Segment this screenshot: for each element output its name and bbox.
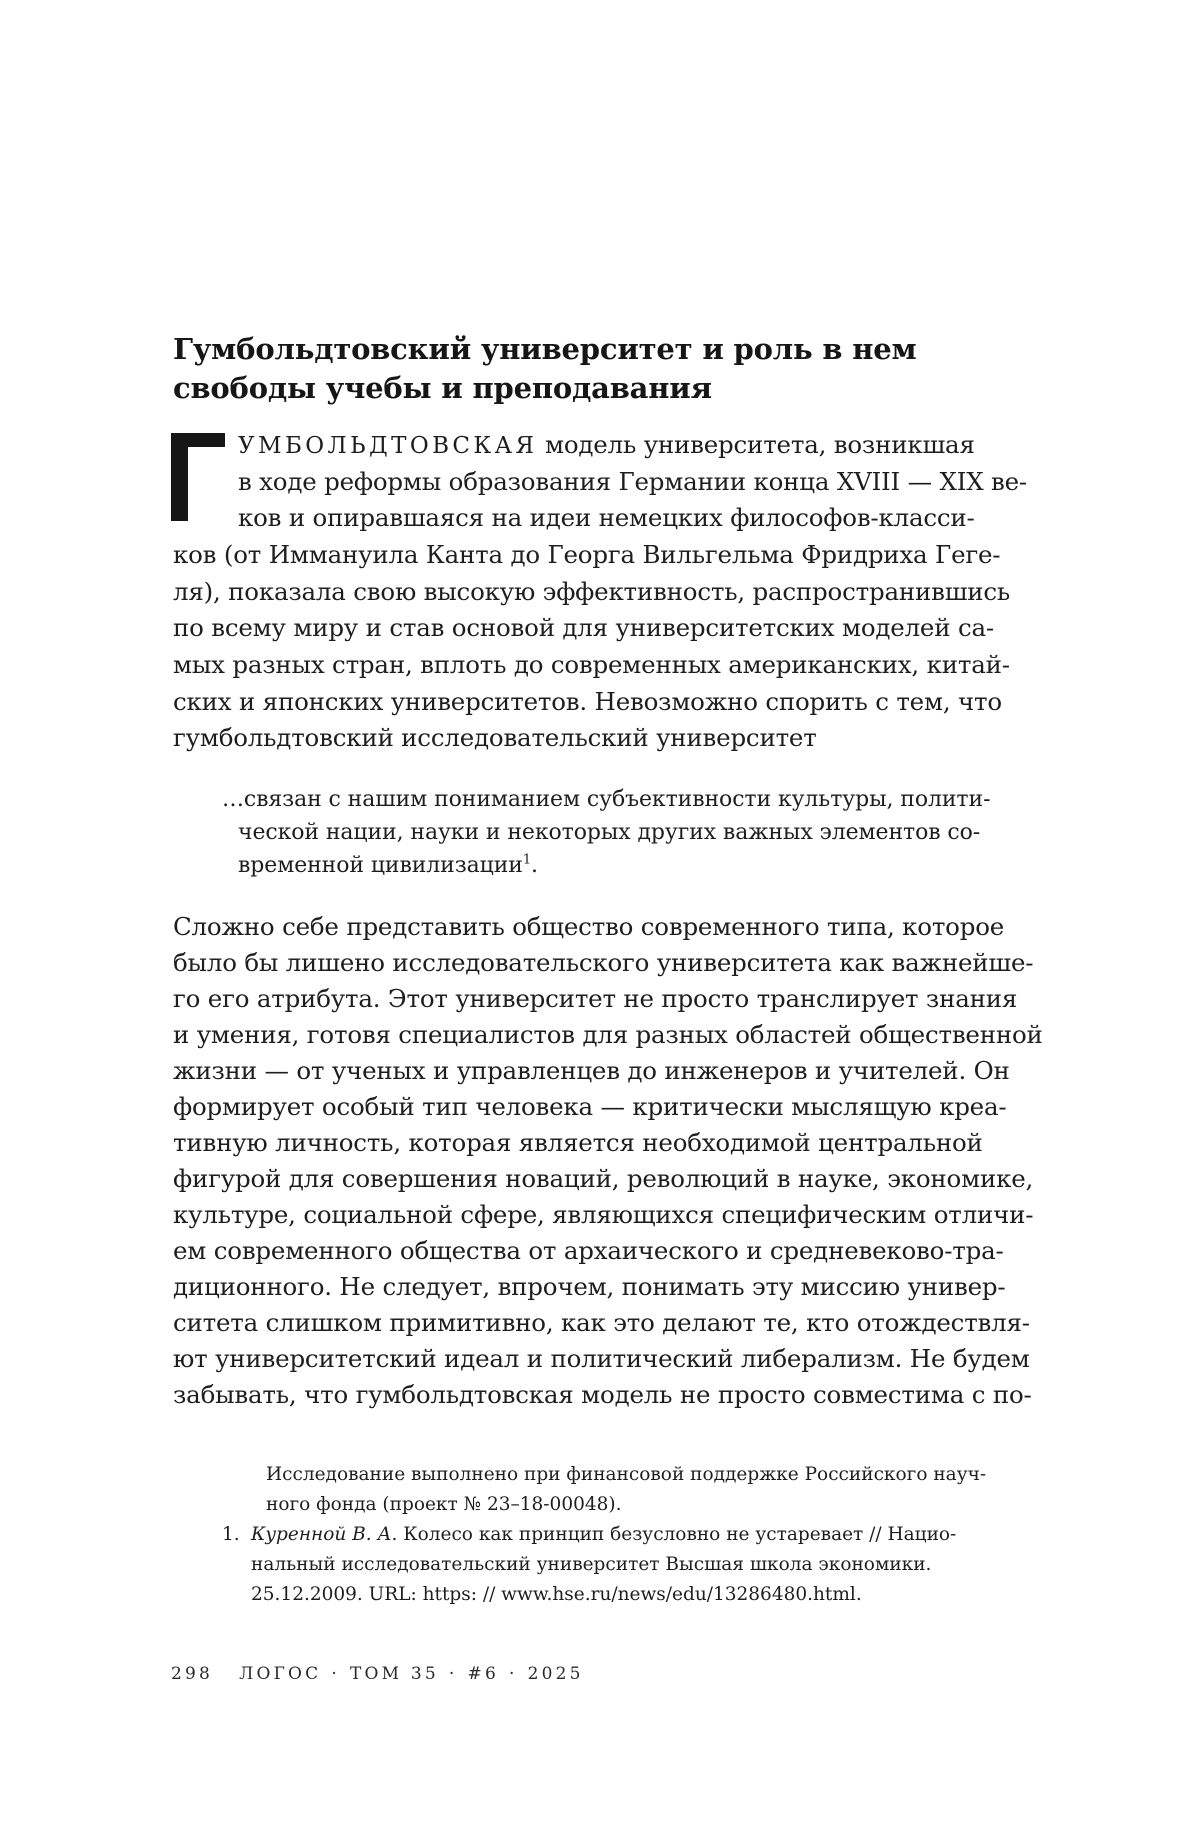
folio-separator-3: · — [509, 1664, 518, 1684]
footnote-1-line-2: нальный исследовательский университет Высшая школа экономики. — [251, 1554, 932, 1575]
footnote-reference[interactable]: 1 — [522, 852, 532, 868]
journal-volume: ТОМ 35 — [350, 1664, 439, 1684]
body-line-8: фигурой для совершения новаций, революций в науке, экономике, — [173, 1164, 1034, 1193]
quote-line-3 — [238, 853, 538, 878]
journal-issue: #6 — [467, 1664, 499, 1684]
body-line-2: было бы лишено исследовательского университета как важнейше- — [173, 948, 1034, 977]
journal-year: 2025 — [527, 1664, 584, 1684]
body-line-7: тивную личность, которая является необходимой центральной — [173, 1128, 983, 1157]
body-line-3: го его атрибута. Этот университет не просто транслирует знания — [173, 984, 1018, 1013]
footnote-1-line-1 — [251, 1524, 956, 1545]
intro-line-4: ков (от Иммануила Канта до Георга Вильгельма Фридриха Геге- — [173, 540, 1001, 569]
page-number: 298 — [171, 1664, 214, 1684]
quote-line-1: …связан с нашим пониманием субъективности культуры, полити- — [222, 787, 991, 812]
journal-name: ЛОГОС — [239, 1664, 322, 1684]
heading-line-1: Гумбольдтовский университет и роль в нем — [173, 332, 917, 366]
intro-line-9: гумбольдтовский исследовательский университет — [173, 723, 817, 752]
quote-line-2: ческой нации, науки и некоторых других важных элементов со- — [238, 820, 981, 845]
body-line-12: ситета слишком примитивно, как это делают те, кто отождествля- — [173, 1308, 1030, 1337]
page-folio — [171, 1664, 584, 1684]
intro-line-2: в ходе реформы образования Германии конца XVIII — XIX ве- — [238, 467, 1028, 496]
intro-line-8: ских и японских университетов. Невозможно спорить с тем, что — [173, 687, 1002, 716]
intro-line-6: по всему миру и став основой для университетских моделей са- — [173, 613, 994, 642]
intro-line-1 — [238, 430, 975, 459]
section-heading — [173, 330, 1033, 408]
heading-line-2: свободы учебы и преподавания — [173, 371, 712, 405]
intro-caps-word: УМБОЛЬДТОВСКАЯ — [238, 433, 538, 459]
intro-line-3: ков и опиравшаяся на идеи немецких философов-класси- — [238, 503, 975, 532]
intro-line-1-rest: модель университета, возникшая — [537, 430, 975, 459]
body-line-5: жизни — от ученых и управленцев до инженеров и учителей. Он — [173, 1056, 1010, 1085]
body-line-6: формирует особый тип человека — критически мыслящую креа- — [173, 1092, 1007, 1121]
body-line-1: Сложно себе представить общество современного типа, которое — [173, 912, 1005, 941]
funding-note-line-1: Исследование выполнено при финансовой поддержке Российского науч- — [266, 1464, 987, 1485]
intro-line-7: мых разных стран, вплоть до современных американских, китай- — [173, 650, 1010, 679]
body-line-11: диционного. Не следует, впрочем, понимать эту миссию универ- — [173, 1272, 1006, 1301]
intro-line-5: ля), показала свою высокую эффективность, распространившись — [173, 577, 1011, 606]
body-line-14: забывать, что гумбольдтовская модель не просто совместима с по- — [173, 1380, 1032, 1409]
body-line-4: и умения, готовя специалистов для разных областей общественной — [173, 1020, 1043, 1049]
funding-note-line-2: ного фонда (проект № 23–18-00048). — [266, 1494, 622, 1515]
quote-end-punctuation: . — [531, 853, 538, 878]
body-line-9: культуре, социальной сфере, являющихся специфическим отличи- — [173, 1200, 1034, 1229]
quote-line-3-text: временной цивилизации — [238, 853, 523, 878]
body-line-13: ют университетский идеал и политический либерализм. Не будем — [173, 1344, 1030, 1373]
footnote-1-line-3[interactable]: 25.12.2009. URL: https: // www.hse.ru/news/edu/13286480.html. — [251, 1584, 862, 1605]
footnote-1-author: Куренной В. А. — [251, 1524, 398, 1545]
folio-separator-2: · — [448, 1664, 458, 1684]
drop-cap — [171, 433, 225, 521]
folio-separator-1: · — [331, 1664, 340, 1684]
footnote-1-number: 1. — [222, 1524, 240, 1545]
footnote-1-title: Колесо как принцип безусловно не устаревает // Нацио- — [397, 1524, 957, 1545]
body-line-10: ем современного общества от архаического и средневеково-тра- — [173, 1236, 1004, 1265]
